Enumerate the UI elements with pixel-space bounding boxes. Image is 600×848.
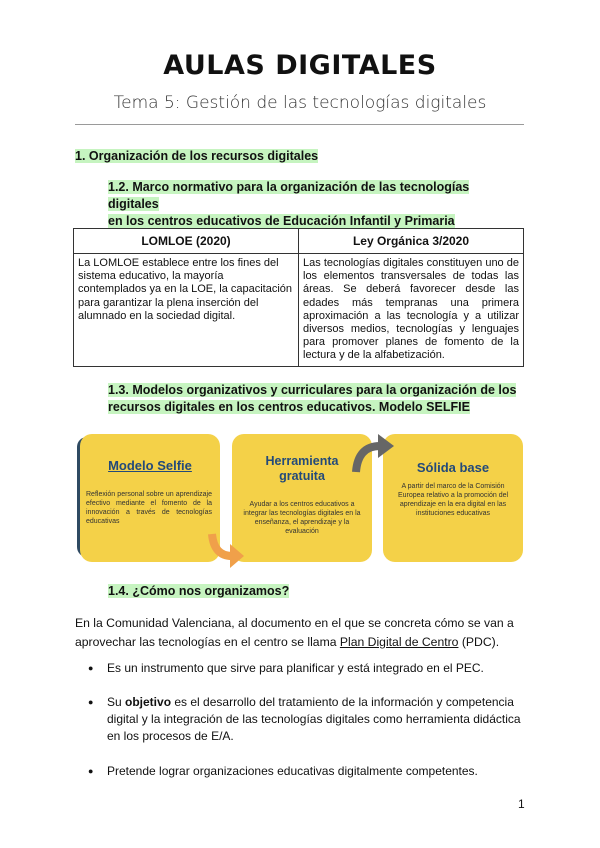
section-heading-1-2-line1: 1.2. Marco normativo para la organización de las tecnologías digitales	[108, 180, 470, 211]
card-herramienta-gratuita-text: Ayudar a los centros educativos a integrar las tecnologías digitales en la enseñanza, el aprendizaje y la evaluación	[243, 501, 361, 535]
card-herramienta-title-line2: gratuita	[279, 469, 325, 483]
pdc-paragraph	[75, 614, 525, 652]
section-heading-1-2	[108, 179, 518, 230]
section-heading-1-3-line1: 1.3. Modelos organizativos y curriculares para la organización de los	[108, 383, 517, 397]
pdc-link-text: Plan Digital de Centro	[339, 635, 459, 649]
bullet-1-text: Es un instrumento que sirve para planificar y está integrado en el PEC.	[107, 661, 484, 675]
selfie-model-diagram	[80, 430, 520, 570]
card-herramienta-gratuita-title	[232, 454, 372, 484]
card-modelo-selfie	[80, 434, 220, 562]
card-modelo-selfie-title: Modelo Selfie	[108, 458, 192, 473]
section-heading-1-4	[108, 582, 289, 600]
list-item	[75, 694, 525, 745]
section-heading-1-4-text: 1.4. ¿Cómo nos organizamos?	[108, 584, 290, 598]
section-heading-1-2-line2: en los centros educativos de Educación Infantil y Primaria	[108, 214, 455, 228]
pdc-paragraph-part1: En la Comunidad Valenciana, al documento en el que se concreta cómo se van a aprovechar las tecnologías en el centro se llama	[75, 616, 514, 649]
bullet-2-post: es el desarrollo del tratamiento de la información y competencia digital y la integración de las tecnologías digitales como herramienta didáctica en los procesos de E/A.	[107, 695, 521, 743]
bullet-2-bold: objetivo	[125, 695, 172, 709]
document-title: AULAS DIGITALES	[163, 50, 437, 81]
section-heading-1	[75, 147, 318, 165]
card-solida-base-title: Sólida base	[416, 460, 490, 475]
pdc-bullet-list	[75, 660, 525, 780]
title-divider	[75, 124, 524, 125]
table-row	[74, 254, 524, 367]
table-cell-lomloe: La LOMLOE establece entre los fines del sistema educativo, la mayoría contemplados ya en la LOE, la capacitación para garantizar la plena inserción del alumnado en la sociedad digital.	[74, 254, 299, 367]
table-header-lomloe: LOMLOE (2020)	[74, 229, 299, 254]
legal-framework-table	[73, 228, 524, 367]
card-herramienta-title-line1: Herramienta	[265, 454, 339, 468]
pdc-paragraph-part2: (PDC).	[458, 635, 500, 649]
list-item	[75, 763, 525, 780]
card-solida-base	[383, 434, 523, 562]
page-number: 1	[518, 797, 525, 811]
list-item	[75, 660, 525, 677]
section-heading-1-3-line2: recursos digitales en los centros educativos. Modelo SELFIE	[108, 400, 470, 414]
document-subtitle: Tema 5: Gestión de las tecnologías digitales	[113, 93, 487, 113]
table-header-ley-organica: Ley Orgánica 3/2020	[299, 229, 524, 254]
card-modelo-selfie-text: Reflexión personal sobre un aprendizaje efectivo mediante el fomento de la innovación a través de tecnologías educativas	[86, 491, 212, 525]
card-solida-base-text: A partir del marco de la Comisión Europea relativo a la promoción del aprendizaje en la era digital en las instituciones educativas	[397, 483, 509, 517]
gray-curved-arrow-icon	[352, 432, 398, 476]
section-heading-1-text: 1. Organización de los recursos digitales	[75, 149, 319, 163]
table-cell-ley-organica: Las tecnologías digitales constituyen uno de los elementos transversales de todas las áreas. Se deberá favorecer desde las edades más tempranas una primera aproximación a las tecnología y a utilizar diversos medios, tecnologías y lenguajes para promover planes de fomento de la lectura y de la alfabetización.	[299, 254, 524, 367]
section-heading-1-3	[108, 382, 518, 416]
card-herramienta-gratuita	[232, 434, 372, 562]
orange-curved-arrow-icon	[208, 530, 248, 570]
bullet-3-text: Pretende lograr organizaciones educativas digitalmente competentes.	[107, 764, 478, 778]
bullet-2-pre: Su	[107, 695, 126, 709]
table-header-row	[74, 229, 524, 254]
